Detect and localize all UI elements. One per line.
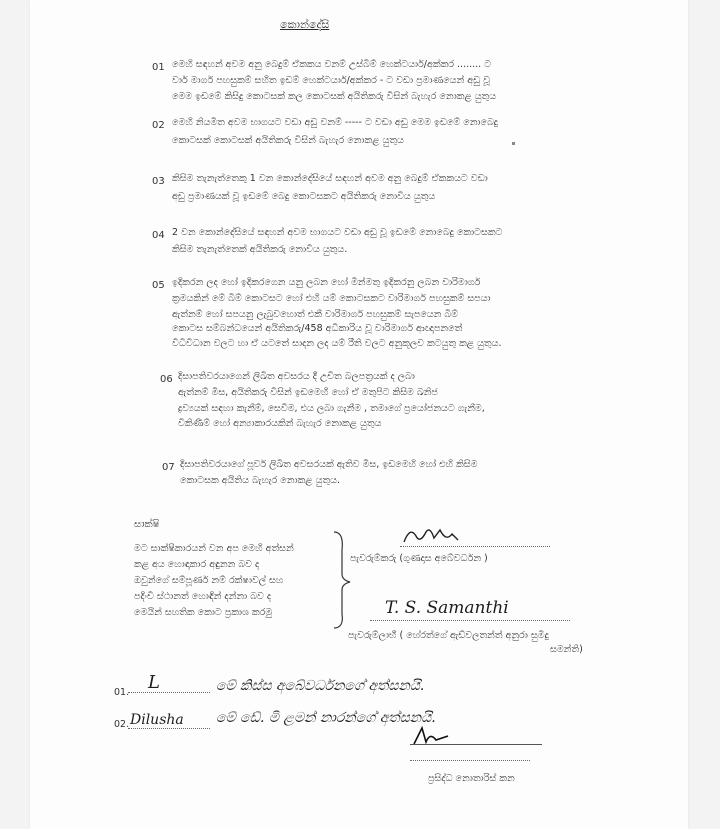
clause-number: 06 [160, 374, 173, 385]
clause-line: විධිවිධාන වලට හා ඒ යටතේ සාදන ලද යම් රීති වලට අනුකූලව කටයුතු කළ යුතුය. [172, 338, 502, 349]
witness-text-line: කළ අය හොඳාකාර අඳුනන බව ද [134, 559, 260, 570]
clause-line: කොටසක අයිතිය බැහැර නොකළ යුතුය. [180, 475, 340, 486]
grantee-sign-line [370, 620, 570, 621]
clause-line: දිසාපතිවරයාගේ පූර්ව ලිඛිත අවසරයක් ඇතිව මිස, ඉඩමෙහි හෝ එහි කිසිම [180, 459, 478, 470]
grantee-label-cont: සමන්ති) [550, 644, 583, 655]
clause-line: මෙහි සඳහන් අවම අනු බෙදුම් ඒකකය වනම් උස්බිම් හෙක්ටයාර්/අක්කර ........ ට [172, 59, 492, 70]
clause-line: ද්‍රව්‍යයක් සඳහා කැනීම්, සෙවීම, එය ලබා ගැනීම , තමාගේ ප්‍රයෝජනයට ගැනීම, [178, 403, 485, 414]
clause-line: ඇත්නම් මිස, අයිතිකරු විසින් ඉඩමෙහි හෝ ඒ මතුපිට කිසිම ඛනිජ [178, 387, 438, 398]
witness-2-handwritten: මේ ඩේ. මි ළමන් නාරන්ගේ අත්සනයි. [216, 710, 436, 726]
grantor-sign-line [400, 546, 550, 547]
clause-line: කොටස සම්බන්ධයෙන් අයිතිකරු/458 අධිකාරිය වූ වාරිමාර්ග ආඥාපනතේ [172, 323, 463, 334]
witness-text-line: මෙයින් සහතික කොට ප්‍රකාශ කරමු [134, 607, 273, 618]
brace-icon [330, 530, 354, 630]
clause-number: 04 [152, 230, 165, 241]
deed-page [30, 0, 688, 829]
witness-text-line: ඔවුන්ගේ සම්පූර්ණ නම් රක්ෂාවල් සහ [134, 575, 284, 586]
clause-line: කිසිම තැනැත්තෙක් අයිතිකරු නොවිය යුතුය. [172, 244, 348, 255]
grantor-label: පැවරුම්කරු (ගුණදාස අබේවර්ධන ) [350, 553, 488, 564]
grantee-label: පැවරුම්ලාභී ( හේරත්ගේ ඇඩ්වලතන්ත් අනුරා සුමිදු [348, 630, 549, 641]
witness-1-handwritten: මේ කිස්ස අබේවර්ධනගේ අත්සනයි. [216, 678, 425, 694]
clause-line: 2 වන කොන්දේසියේ සඳහන් අවම භාගයට වඩා අඩු වූ ඉඩමේ නොබෙදු කොටසකට [172, 227, 503, 238]
witness-text-line: පදිංචි ස්ථානත් හොඳින් දන්නා බව ද [134, 591, 272, 602]
witness-2-number: 02. [114, 719, 130, 730]
page-title: කොන්දේසි [280, 18, 330, 31]
clause-number: 03 [152, 176, 165, 187]
clause-line: මෙහි නියමිත අවම භාගයට වඩා අඩු වනම් ----- ට වඩා අඩු මෙම ඉඩමේ නොබෙදු [172, 117, 499, 128]
clause-line: ක්‍රමයකින් මේ බිම් කොටසට හෝ එහි යම් කොටසකට වාරිමාර්ග පහසුකම් සපයා [172, 293, 491, 304]
clause-number: 02 [152, 120, 165, 131]
witness-2-mark: Dilusha [130, 712, 184, 728]
clause-number: 05 [152, 280, 165, 291]
clause-line: වාර් මාර්ග පහසුකම් සහිත ඉඩම් හෙක්ටයාර්/අක්කර - ට වඩා ප්‍රමාණයෙන් අඩු වූ [172, 75, 490, 86]
clause-line: ඉදිකරන ලද හෝ ඉදිකරගෙන යනු ලබන හෝ මින්මතු ඉදිකරනු ලබන වාරිමාර්ග [172, 277, 481, 288]
clause-line: කොටසක් කොටසක් අයිතිකරු විසින් බැහැර නොකළ යුතුය [172, 135, 404, 146]
clause-line: මෙම ඉඩමේ කිසිදු කොටසක් කල කොටසක් අයිතිකරු විසින් බැහැර නොකළ යුතුය [172, 91, 497, 102]
grantor-signature [400, 522, 480, 552]
grantee-handwritten-name: T. S. Samanthi [385, 598, 509, 618]
witness-heading: සාක්ෂි [134, 519, 160, 530]
stray-mark [512, 142, 515, 145]
clause-number: 07 [162, 462, 175, 473]
witness-2-line [128, 728, 210, 729]
witness-1-mark: L [148, 672, 160, 693]
notary-sign-line [410, 744, 542, 745]
clause-line: කිසිම තැනැත්තෙකු 1 වන කොන්දේසියේ සඳහන් අවම අනු බෙදුම් ඒකකයට වඩා [172, 173, 488, 184]
clause-line: විකිණීම් හෝ අන්‍යාකාරයකින් බැහැර නොකළ යුතුය [178, 418, 382, 429]
clause-number: 01 [152, 62, 165, 73]
witness-1-line [128, 692, 210, 693]
clause-line: අඩු ප්‍රමාණයක් වූ ඉඩමේ බෙදු කොටසකට අයිතිකරු නොවිය යුතුය [172, 191, 436, 202]
clause-line: දිසාපතිවරයාගෙන් ලිඛිත අවසරය දී උචිත බලපත්‍රයක් ද ලබා [178, 371, 415, 382]
notary-label: ප්‍රසිද්ධ නොතාරිස් කන [428, 773, 515, 784]
notary-signature [408, 722, 468, 752]
witness-text-line: මට සාක්ෂිකාරයන් වන අප මෙහි අත්සන් [134, 543, 294, 554]
notary-sign-line-2 [410, 760, 530, 761]
clause-line: ඇත්නම් හෝ සපයනු ලැබුවහොත් එකී වාරිමාර්ග පහසුකම් සැපයෙන බිම් [172, 309, 459, 320]
witness-1-number: 01. [114, 687, 130, 698]
